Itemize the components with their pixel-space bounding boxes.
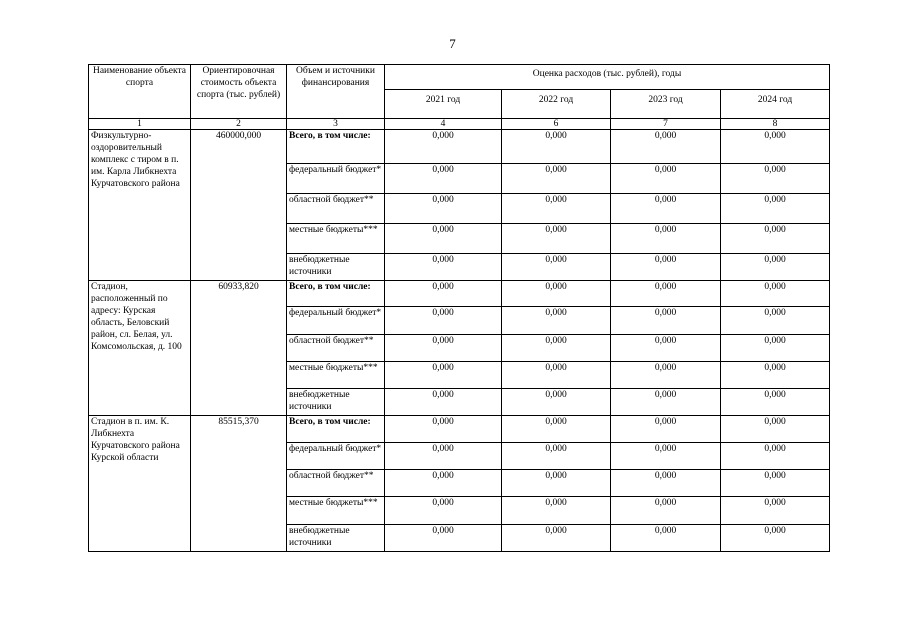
funding-source: местные бюджеты*** bbox=[287, 497, 385, 525]
expense-value: 0,000 bbox=[502, 164, 611, 194]
header-year-2024: 2024 год bbox=[721, 90, 830, 119]
funding-source: областной бюджет** bbox=[287, 470, 385, 497]
expense-value: 0,000 bbox=[611, 224, 721, 254]
expense-value: 0,000 bbox=[502, 224, 611, 254]
column-number: 6 bbox=[502, 119, 611, 130]
object-name: Стадион в п. им. К. Либкнехта Курчатовского района Курской области bbox=[89, 416, 191, 552]
expense-value: 0,000 bbox=[611, 281, 721, 307]
expense-value: 0,000 bbox=[385, 389, 502, 416]
expense-value: 0,000 bbox=[721, 416, 830, 443]
expense-value: 0,000 bbox=[385, 254, 502, 281]
expense-value: 0,000 bbox=[502, 416, 611, 443]
expense-value: 0,000 bbox=[611, 164, 721, 194]
funding-source: Всего, в том числе: bbox=[287, 416, 385, 443]
page-number: 7 bbox=[449, 36, 456, 51]
header-year-2021: 2021 год bbox=[385, 90, 502, 119]
expense-value: 0,000 bbox=[385, 224, 502, 254]
expense-value: 0,000 bbox=[721, 130, 830, 164]
object-cost: 460000,000 bbox=[191, 130, 287, 281]
expense-value: 0,000 bbox=[502, 389, 611, 416]
funding-source: Всего, в том числе: bbox=[287, 281, 385, 307]
funding-source: местные бюджеты*** bbox=[287, 224, 385, 254]
expense-value: 0,000 bbox=[502, 281, 611, 307]
expense-value: 0,000 bbox=[502, 254, 611, 281]
column-number: 2 bbox=[191, 119, 287, 130]
object-row bbox=[89, 281, 830, 307]
expense-value: 0,000 bbox=[721, 281, 830, 307]
expense-value: 0,000 bbox=[611, 525, 721, 552]
expense-value: 0,000 bbox=[611, 497, 721, 525]
expense-value: 0,000 bbox=[385, 164, 502, 194]
funding-source: областной бюджет** bbox=[287, 335, 385, 362]
expense-value: 0,000 bbox=[721, 224, 830, 254]
expense-value: 0,000 bbox=[721, 194, 830, 224]
expense-value: 0,000 bbox=[611, 443, 721, 470]
expense-value: 0,000 bbox=[385, 130, 502, 164]
header-estimate: Оценка расходов (тыс. рублей), годы bbox=[385, 65, 830, 90]
expense-value: 0,000 bbox=[385, 443, 502, 470]
funding-source: федеральный бюджет* bbox=[287, 307, 385, 335]
expense-value: 0,000 bbox=[385, 335, 502, 362]
funding-source: федеральный бюджет* bbox=[287, 164, 385, 194]
expense-value: 0,000 bbox=[721, 470, 830, 497]
expense-value: 0,000 bbox=[721, 497, 830, 525]
object-name: Физкультурно-оздоровительный комплекс с тиром в п. им. Карла Либкнехта Курчатовского района bbox=[89, 130, 191, 281]
expense-value: 0,000 bbox=[721, 335, 830, 362]
expense-value: 0,000 bbox=[502, 130, 611, 164]
expense-value: 0,000 bbox=[502, 307, 611, 335]
expense-value: 0,000 bbox=[502, 443, 611, 470]
expense-value: 0,000 bbox=[611, 389, 721, 416]
expense-value: 0,000 bbox=[502, 525, 611, 552]
expense-value: 0,000 bbox=[502, 335, 611, 362]
funding-source: внебюджетные источники bbox=[287, 525, 385, 552]
expense-value: 0,000 bbox=[502, 362, 611, 389]
expense-value: 0,000 bbox=[721, 389, 830, 416]
expense-value: 0,000 bbox=[385, 470, 502, 497]
expense-value: 0,000 bbox=[721, 164, 830, 194]
funding-source: Всего, в том числе: bbox=[287, 130, 385, 164]
funding-source: внебюджетные источники bbox=[287, 254, 385, 281]
funding-source: федеральный бюджет* bbox=[287, 443, 385, 470]
column-numbers-row bbox=[89, 119, 830, 130]
expense-value: 0,000 bbox=[721, 362, 830, 389]
object-name: Стадион, расположенный по адресу: Курская область, Беловский район, сл. Белая, ул. Комсомольская, д. 100 bbox=[89, 281, 191, 416]
column-number: 4 bbox=[385, 119, 502, 130]
column-number: 8 bbox=[721, 119, 830, 130]
expense-value: 0,000 bbox=[385, 497, 502, 525]
expense-value: 0,000 bbox=[502, 497, 611, 525]
expense-value: 0,000 bbox=[611, 254, 721, 281]
expense-value: 0,000 bbox=[385, 307, 502, 335]
header-source: Объем и источники финансирования bbox=[287, 65, 385, 119]
expense-value: 0,000 bbox=[385, 194, 502, 224]
expense-value: 0,000 bbox=[385, 525, 502, 552]
expense-value: 0,000 bbox=[721, 443, 830, 470]
expense-value: 0,000 bbox=[721, 307, 830, 335]
object-cost: 60933,820 bbox=[191, 281, 287, 416]
object-cost: 85515,370 bbox=[191, 416, 287, 552]
funding-source: областной бюджет** bbox=[287, 194, 385, 224]
expense-value: 0,000 bbox=[721, 525, 830, 552]
header-year-2023: 2023 год bbox=[611, 90, 721, 119]
column-number: 3 bbox=[287, 119, 385, 130]
expense-value: 0,000 bbox=[385, 281, 502, 307]
column-number: 7 bbox=[611, 119, 721, 130]
expense-value: 0,000 bbox=[611, 335, 721, 362]
expense-value: 0,000 bbox=[611, 362, 721, 389]
column-number: 1 bbox=[89, 119, 191, 130]
funding-source: местные бюджеты*** bbox=[287, 362, 385, 389]
budget-table bbox=[88, 64, 830, 552]
expense-value: 0,000 bbox=[385, 362, 502, 389]
expense-value: 0,000 bbox=[611, 470, 721, 497]
expense-value: 0,000 bbox=[502, 194, 611, 224]
expense-value: 0,000 bbox=[611, 130, 721, 164]
funding-source: внебюджетные источники bbox=[287, 389, 385, 416]
header-name: Наименование объекта спорта bbox=[89, 65, 191, 119]
expense-value: 0,000 bbox=[611, 307, 721, 335]
object-row bbox=[89, 416, 830, 443]
header-year-2022: 2022 год bbox=[502, 90, 611, 119]
header-cost: Ориентировочная стоимость объекта спорта (тыс. рублей) bbox=[191, 65, 287, 119]
expense-value: 0,000 bbox=[721, 254, 830, 281]
expense-value: 0,000 bbox=[502, 470, 611, 497]
expense-value: 0,000 bbox=[385, 416, 502, 443]
object-row bbox=[89, 130, 830, 164]
expense-value: 0,000 bbox=[611, 194, 721, 224]
expense-value: 0,000 bbox=[611, 416, 721, 443]
